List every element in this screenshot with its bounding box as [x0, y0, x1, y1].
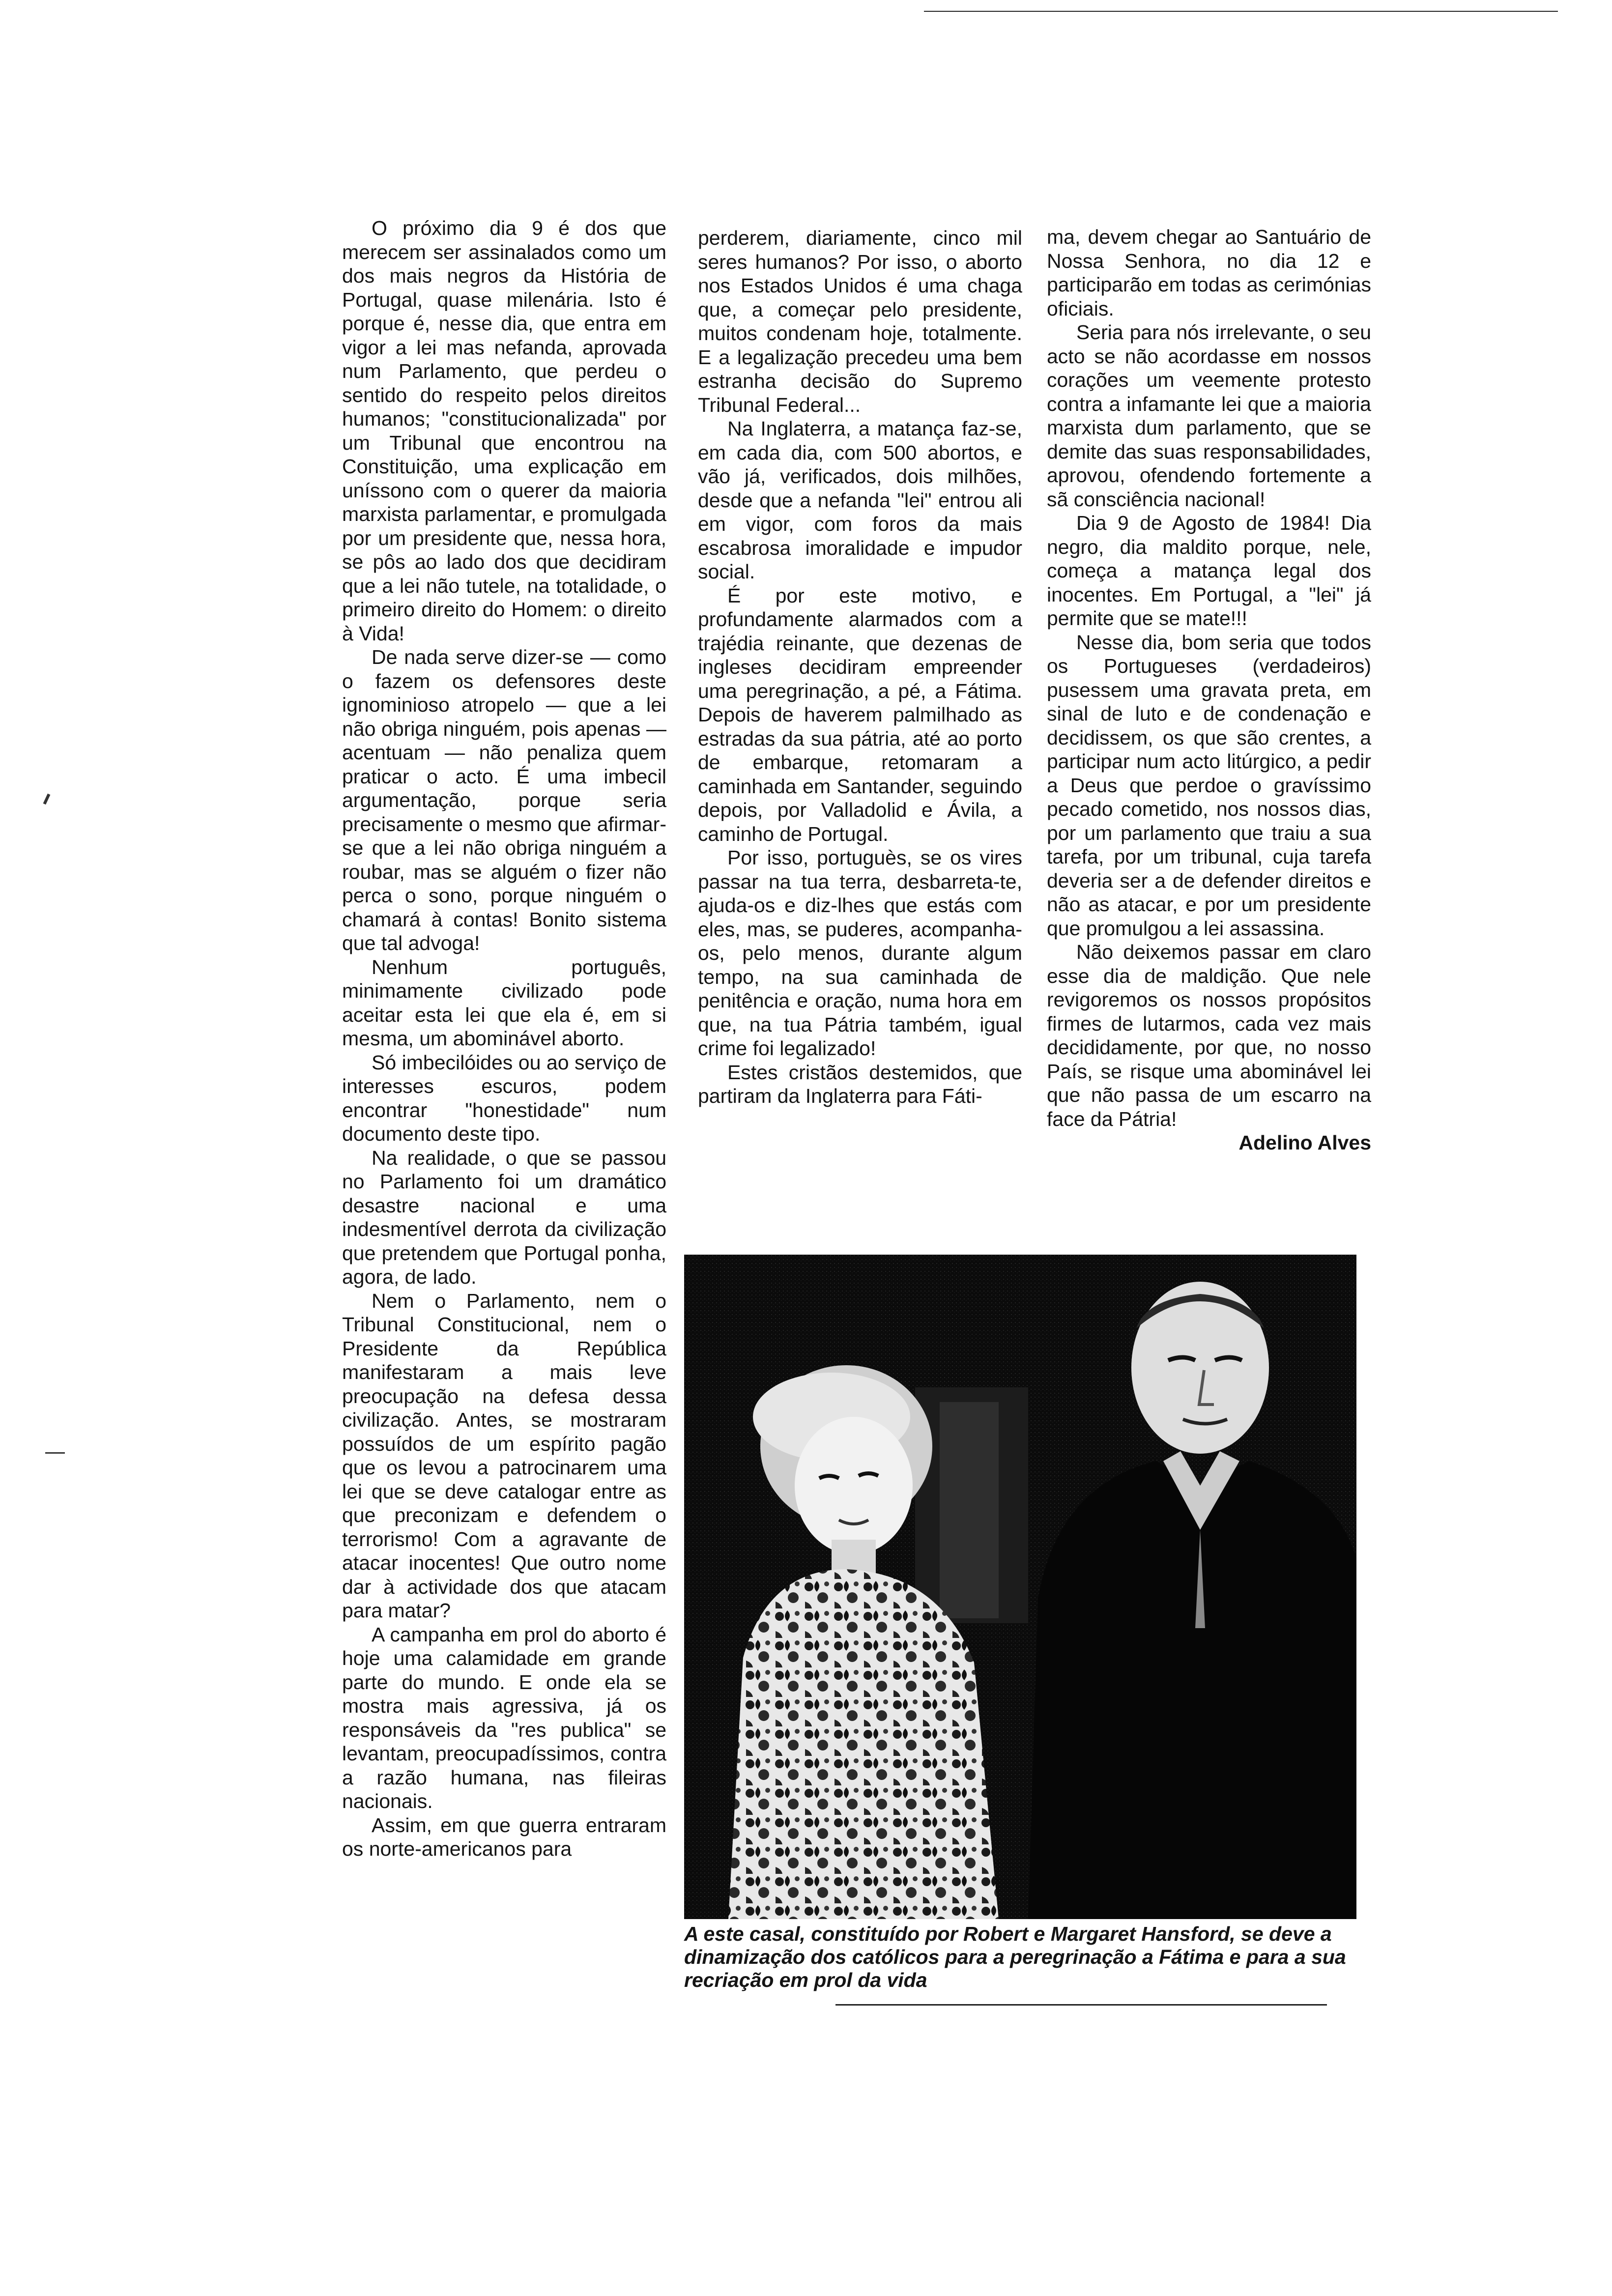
paragraph: Estes cristãos destemidos, que partiram da Inglaterra para Fáti- [698, 1061, 1022, 1107]
top-rule [924, 11, 1558, 12]
author-signature: Adelino Alves [1238, 1131, 1371, 1154]
paragraph: Seria para nós irrelevante, o seu acto se não acordasse em nossos corações um veemente protesto contra a infamante lei que a maioria marxista dum parlamento, que se demite das suas responsabilidades, aprovou, ofendendo fortemente a sã consciência nacional! [1047, 321, 1371, 511]
scan-mark-left-2 [43, 794, 51, 804]
paragraph: De nada serve dizer-se — como o fazem os defensores deste ignominioso atropelo — que a lei não obriga ninguém, pois apenas — acentuam — não penaliza quem praticar o acto. É uma imbecil argumentação, porque seria precisamente o mesmo que afirmar-se que a lei não obriga ninguém a roubar, mas se alguém o fizer não perca o sono, porque ninguém o chamará à contas! Bonito sistema que tal advoga! [342, 646, 666, 954]
paragraph: Nenhum português, minimamente civilizado pode aceitar esta lei que ela é, em si mesma, um abominável aborto. [342, 955, 666, 1050]
paragraph: Nesse dia, bom seria que todos os Portugueses (verdadeiros) pusessem uma gravata preta, em sinal de luto e de condenação e decidissem, os que são crentes, a participar num acto litúrgico, a pedir a Deus que perdoe o gravíssimo pecado cometido, nos nossos dias, por um parlamento que traiu a sua tarefa, por um tribunal, cuja tarefa deveria ser a de defender direitos e não as atacar, e por um presidente que promulgou a lei assassina. [1047, 631, 1371, 940]
paragraph: Dia 9 de Agosto de 1984! Dia negro, dia maldito porque, nele, começa a matança legal dos inocentes. Em Portugal, a "lei" já permite que se mate!!! [1047, 512, 1371, 630]
paragraph: ma, devem chegar ao Santuário de Nossa Senhora, no dia 12 e participarão em todas as cerimónias oficiais. [1047, 226, 1371, 320]
paragraph: Não deixemos passar em claro esse dia de maldição. Que nele revigoremos os nossos propósitos firmes de lutarmos, cada vez mais decididamente, por que, no nosso País, se risque uma abominável lei que não passa de um escarro na face da Pátria! [1047, 941, 1371, 1130]
article-column-1 [342, 216, 666, 1861]
photo-caption: A este casal, constituído por Robert e Margaret Hansford, se deve a dinamização dos católicos para a peregrinação a Fátima e para a sua recriação em prol da vida [684, 1923, 1346, 1991]
paragraph: Só imbecilóides ou ao serviço de interesses escuros, podem encontrar "honestidade" num documento deste tipo. [342, 1051, 666, 1145]
scan-mark-left [45, 1452, 65, 1454]
paragraph: perderem, diariamente, cinco mil seres humanos? Por isso, o aborto nos Estados Unidos é uma chaga que, a começar pelo presidente, muitos condenam hoje, totalmente. E a legalização precedeu uma bem estranha decisão do Supremo Tribunal Federal... [698, 227, 1022, 416]
paragraph: É por este motivo, e profundamente alarmados com a trajédia reinante, que dezenas de ingleses decidiram empreender uma peregrinação, a pé, a Fátima. Depois de haverem palmilhado as estradas da sua pátria, até ao porto de embarque, retomaram a caminhada em Santander, seguindo depois, por Valladolid e Ávila, a caminho de Portugal. [698, 584, 1022, 845]
paragraph: Na realidade, o que se passou no Parlamento foi um dramático desastre nacional e uma indesmentível derrota da civilização que pretendem que Portugal ponha, agora, de lado. [342, 1146, 666, 1288]
paragraph: A campanha em prol do aborto é hoje uma calamidade em grande parte do mundo. E onde ela se mostra mais agressiva, já os responsáveis da "res publica" se levantam, preocupadíssimos, contra a razão humana, nas fileiras nacionais. [342, 1623, 666, 1812]
paragraph: O próximo dia 9 é dos que merecem ser assinalados como um dos mais negros da História de Portugal, quase milenária. Isto é porque é, nesse dia, que entra em vigor a lei mas nefanda, aprovada num Parlamento, que perdeu o sentido do respeito pelos direitos humanos; "constitucionalizada" por um Tribunal que encontrou na Constituição, uma explicação em uníssono com o querer da maioria marxista parlamentar, e promulgada por um presidente que, nessa hora, se pôs ao lado dos que decidiram que a lei não tutele, na totalidade, o primeiro direito do Homem: o direito à Vida! [342, 217, 666, 645]
paragraph: Por isso, portuguès, se os vires passar na tua terra, desbarreta-te, ajuda-os e diz-lhes que estás com eles, mas, se puderes, acompanha-os, pelo menos, durante algum tempo, na sua caminhada de penitência e oração, numa hora em que, na tua Pátria também, igual crime foi legalizado! [698, 846, 1022, 1060]
article-column-3 [1047, 225, 1371, 1155]
article-column-2 [698, 226, 1022, 1108]
paragraph: Assim, em que guerra entraram os norte-americanos para [342, 1813, 666, 1860]
couple-photograph [684, 1255, 1356, 1919]
paragraph: Nem o Parlamento, nem o Tribunal Constitucional, nem o Presidente da República manifestaram a mais leve preocupação na defesa dessa civilização. Antes, se mostraram possuídos de um espírito pagão que os levou a patrocinarem uma lei que se deve catalogar entre as que preconizam e defendem o terrorismo! Com a agravante de atacar inocentes! Que outro nome dar à actividade dos que atacam para matar? [342, 1289, 666, 1622]
paragraph: Na Inglaterra, a matança faz-se, em cada dia, com 500 abortos, e vão já, verificados, dois milhões, desde que a nefanda "lei" entrou ali em vigor, com foros da mais escabrosa imoralidade e impudor social. [698, 417, 1022, 583]
caption-rule [835, 2004, 1327, 2006]
photo-illustration [684, 1255, 1356, 1919]
